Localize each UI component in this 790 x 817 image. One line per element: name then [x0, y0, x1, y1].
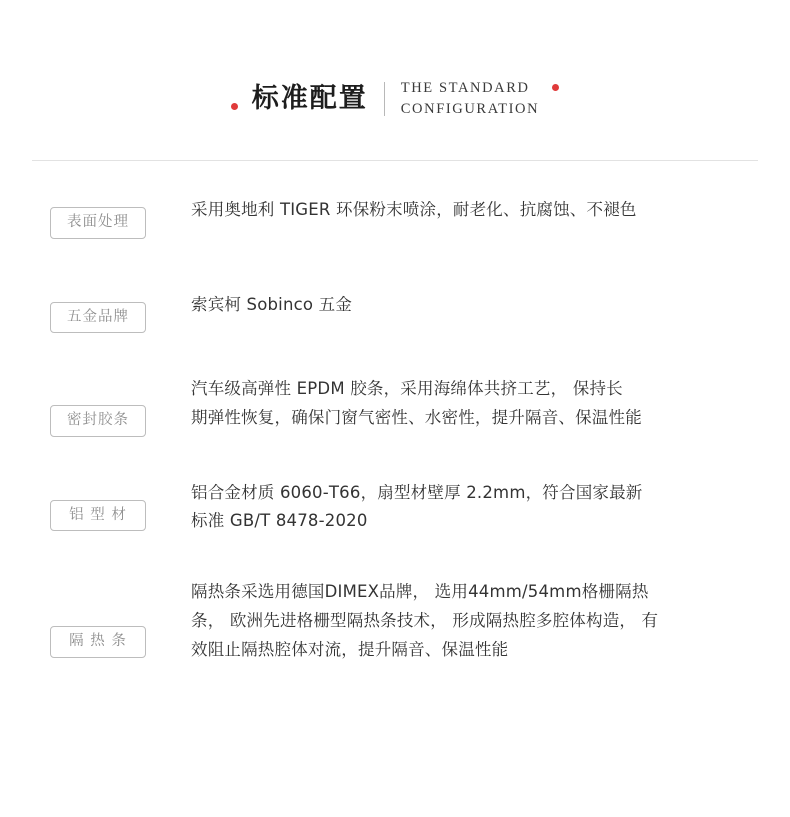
spec-tag: 隔 热 条 — [50, 626, 146, 658]
spec-tag: 表面处理 — [50, 207, 146, 239]
spec-description — [191, 479, 740, 537]
spec-tag: 密封胶条 — [50, 405, 146, 437]
spec-description-line: 索宾柯 Sobinco 五金 — [191, 294, 353, 314]
page-title-cn: 标准配置 — [251, 83, 368, 115]
spec-list — [0, 196, 790, 665]
page-title-en-line2: CONFIGURATION — [400, 100, 540, 117]
title-divider — [384, 82, 385, 116]
spec-description-line: 条， 欧洲先进格栅型隔热条技术， 形成隔热腔多腔体构造， 有 — [191, 611, 659, 631]
spec-row-sealing-strip — [0, 375, 790, 437]
page-title-en-line1: THE STANDARD — [400, 80, 530, 96]
header-divider — [32, 160, 758, 161]
spec-description-line: 期弹性恢复，确保门窗气密性、水密性，提升隔音、保温性能 — [191, 407, 642, 427]
spec-row-hardware-brand — [0, 291, 790, 334]
spec-description-line: 铝合金材质 6060-T66，扇型材壁厚 2.2mm，符合国家最新 — [191, 482, 643, 502]
spec-description — [191, 578, 740, 665]
spec-tag: 铝 型 材 — [50, 500, 146, 532]
page-title-en — [401, 78, 539, 119]
spec-description-line: 标准 GB/T 8478-2020 — [191, 511, 368, 531]
spec-row-thermal-break — [0, 578, 790, 665]
page-header — [0, 78, 790, 119]
spec-row-surface-treatment — [0, 196, 790, 239]
spec-description — [191, 375, 740, 433]
decorative-dot-right-icon — [552, 84, 559, 91]
decorative-dot-left-icon — [231, 103, 238, 110]
spec-description — [191, 196, 740, 225]
spec-description — [191, 291, 740, 320]
spec-description-line: 采用奥地利 TIGER 环保粉末喷涂，耐老化、抗腐蚀、不褪色 — [191, 200, 637, 219]
spec-row-aluminum-profile — [0, 479, 790, 537]
spec-description-line: 效阻止隔热腔体对流，提升隔音、保温性能 — [191, 640, 509, 659]
spec-tag: 五金品牌 — [50, 302, 146, 334]
spec-description-line: 汽车级高弹性 EPDM 胶条，采用海绵体共挤工艺， 保持长 — [191, 379, 623, 398]
spec-description-line: 隔热条采选用德国DIMEX品牌， 选用44mm/54mm格栅隔热 — [191, 582, 649, 602]
